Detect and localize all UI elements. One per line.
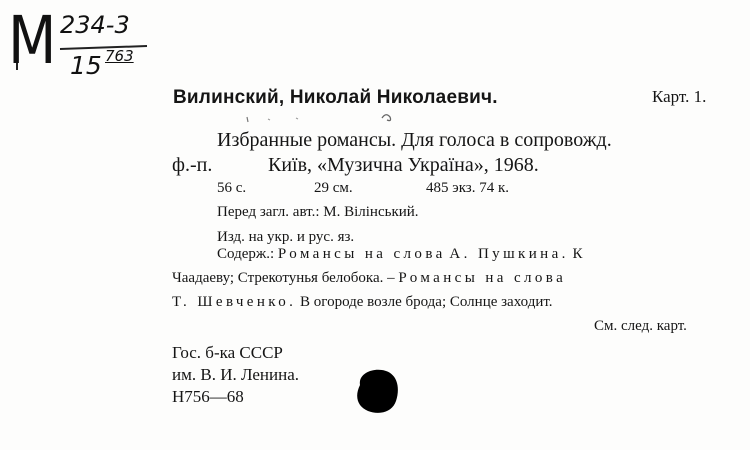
contents-poet-name: А. Пушкина.: [449, 246, 569, 262]
call-mark-numerator: 234-3: [60, 11, 130, 39]
card-size: 29 см.: [314, 180, 353, 196]
card-number-label: Карт. 1.: [652, 87, 707, 106]
call-mark-letter: М: [8, 2, 57, 79]
call-mark-superscript: 763: [105, 47, 134, 65]
fraction-line: [60, 46, 147, 49]
library-code: Н756—68: [172, 387, 244, 406]
contents-poet-name: Т. Шевченко.: [172, 294, 297, 310]
scan-dot: [247, 117, 248, 122]
scan-dot: [268, 119, 270, 120]
library-honorific: им. В. И. Ленина.: [172, 365, 300, 384]
language-note: Изд. на укр. и рус. яз.: [217, 229, 355, 245]
scan-mark: [382, 115, 391, 121]
copies-and-price: 485 экз. 74 к.: [426, 180, 509, 196]
scan-dot: [296, 118, 298, 119]
title-author-note: Перед загл. авт.: М. Вілінський.: [217, 204, 419, 220]
contents-line-1: [217, 247, 583, 262]
author-heading: Вилинский, Николай Николаевич.: [173, 87, 498, 108]
title-line-2-left: ф.-п.: [172, 154, 213, 176]
contents-song-titles: Чаадаеву; Стрекотунья белобока. –: [172, 270, 395, 286]
contents-line-3: [172, 295, 553, 310]
title-line-2-imprint: Київ, «Музична Україна», 1968.: [268, 154, 539, 176]
call-mark-denominator: 15: [70, 51, 102, 80]
see-next-card: См. след. карт.: [594, 318, 687, 334]
contents-spaced-heading: Романсы на слова: [277, 246, 446, 262]
title-line-1: Избранные романсы. Для голоса в сопровожд.: [217, 129, 612, 151]
ink-blot: [352, 365, 402, 417]
library-name: Гос. б-ка СССР: [172, 343, 283, 362]
contents-line-2: [172, 271, 566, 286]
contents-prefix: Содерж.:: [217, 246, 275, 262]
contents-song-titles: В огороде возле брода; Солнце заходит.: [300, 294, 553, 310]
contents-spaced-heading: Романсы на слова: [398, 270, 567, 286]
pages-count: 56 с.: [217, 180, 247, 196]
contents-continuation: К: [572, 246, 583, 262]
